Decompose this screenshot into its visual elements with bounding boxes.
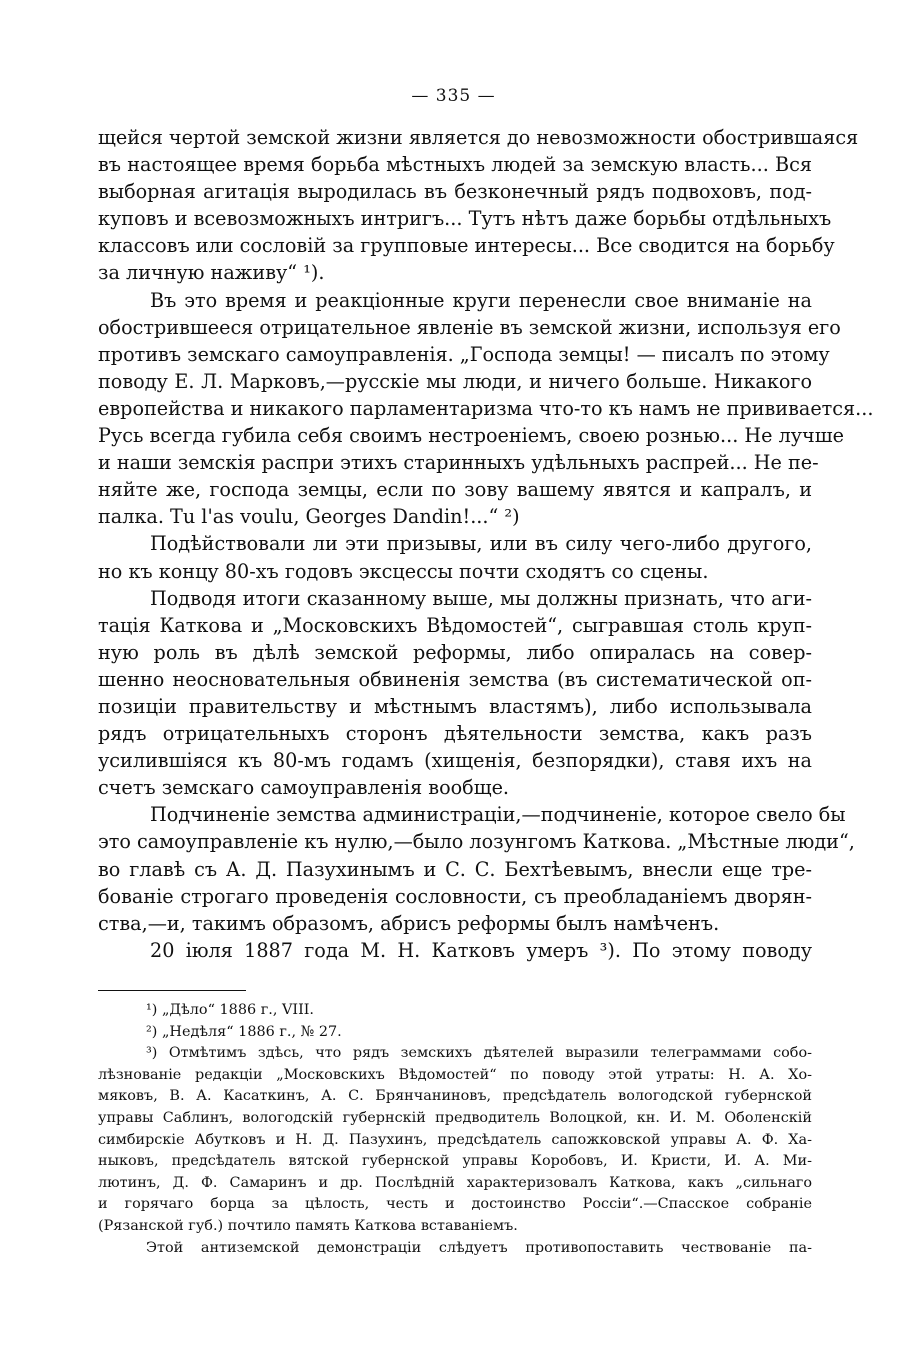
text-line: бованіе строгаго проведенія сословности, съ преобладаніемъ дворян- (98, 884, 812, 908)
text-line: обострившееся отрицательное явленіе въ земской жизни, используя его (98, 315, 841, 339)
text-line: 20 іюля 1887 года М. Н. Катковъ умеръ ³). По этому поводу (150, 938, 812, 962)
footnote-line: лѣзнованіе редакціи „Московскихъ Вѣдомостей“ по поводу этой утраты: Н. А. Хо- (98, 1066, 812, 1083)
text-line: Въ это время и реакціонные круги перенесли свое вниманіе на (150, 288, 812, 312)
footnote-line: мяковъ, В. А. Касаткинъ, А. С. Брянчаниновъ, предсѣдатель вологодской губернской (98, 1088, 812, 1105)
footnote-line: и горячаго борца за цѣлость, честь и достоинство Россіи“.—Спасское собраніе (98, 1196, 812, 1213)
text-line: выборная агитація выродилась въ безконечный рядъ подвоховъ, под- (98, 180, 812, 204)
text-line: ства,—и, такимъ образомъ, абрисъ реформы былъ намѣченъ. (98, 911, 720, 935)
text-line: усилившіяся къ 80-мъ годамъ (хищенія, безпорядки), ставя ихъ на (98, 749, 812, 773)
text-line: щейся чертой земской жизни является до невозможности обострившаяся (98, 126, 859, 149)
text-line: и наши земскія распри этихъ старинныхъ удѣльныхъ распрей... Не пе- (98, 451, 819, 475)
footnote-line: управы Саблинъ, вологодскій губернскій предводитель Волоцкой, кн. И. М. Оболенскій (98, 1109, 812, 1126)
text-line: это самоуправленіе къ нулю,—было лозунгомъ Каткова. „Мѣстные люди“, (98, 830, 855, 854)
text-line: няйте же, господа земцы, если по зову вашему явятся и капралъ, и (98, 478, 812, 502)
text-line: ную роль въ дѣлѣ земской реформы, либо опиралась на совер- (98, 640, 812, 664)
text-line: Подчиненіе земства администраціи,—подчиненіе, которое свело бы (150, 803, 846, 827)
text-line: Подводя итоги сказанному выше, мы должны признать, что аги- (150, 586, 812, 610)
page-number: — 335 — (411, 86, 496, 106)
footnote-line: Этой антиземской демонстраціи слѣдуетъ противопоставить чествованіе па- (146, 1239, 812, 1256)
footnote-line: (Рязанской губ.) почтило память Каткова вставаніемъ. (98, 1217, 518, 1234)
text-line: но къ концу 80-хъ годовъ эксцессы почти сходятъ со сцены. (98, 559, 709, 583)
text-line: классовъ или сословій за групповые интересы... Все сводится на борьбу (98, 234, 835, 258)
footnote-line: лютинъ, Д. Ф. Самаринъ и др. Послѣдній характеризовалъ Каткова, какъ „сильнаго (98, 1174, 812, 1191)
text-line: въ настоящее время борьба мѣстныхъ людей за земскую власть... Вся (98, 153, 812, 177)
main-text (98, 124, 874, 964)
text-line: Русь всегда губила себя своимъ нестроеніемъ, своею рознью... Не лучше (98, 424, 844, 448)
text-line: во главѣ съ А. Д. Пазухинымъ и С. С. Бехтѣевымъ, внесли еще тре- (98, 857, 812, 881)
footnote-line: ³) Отмѣтимъ здѣсь, что рядъ земскихъ дѣятелей выразили телеграммами собо- (146, 1045, 812, 1062)
footnote-line: ныковъ, предсѣдатель вятской губернской управы Коробовъ, И. Кристи, И. А. Ми- (98, 1153, 812, 1170)
text-line: шенно неосновательныя обвиненія земства (въ систематической оп- (98, 667, 812, 691)
text-line: позиціи правительству и мѣстнымъ властямъ), либо использывала (98, 694, 812, 718)
footnote-line: ²) „Недѣля“ 1886 г., № 27. (146, 1023, 342, 1040)
text-line: поводу Е. Л. Марковъ,—русскіе мы люди, и ничего больше. Никакого (98, 369, 812, 393)
text-line: рядъ отрицательныхъ сторонъ дѣятельности земства, какъ разъ (98, 722, 812, 746)
text-line: Подѣйствовали ли эти призывы, или въ силу чего-либо другого, (150, 532, 812, 556)
text-line: куповъ и всевозможныхъ интригъ... Тутъ нѣтъ даже борьбы отдѣльныхъ (98, 207, 832, 231)
text-line: палка. Tu l'as voulu, Georges Dandin!...“ ²) (98, 505, 520, 529)
text-line: счетъ земскаго самоуправленія вообще. (98, 776, 510, 800)
footnote-line: ¹) „Дѣло“ 1886 г., VIII. (146, 1002, 315, 1018)
text-line: противъ земскаго самоуправленія. „Господа земцы! — писалъ по этому (98, 342, 830, 366)
text-line: за личную наживу“ ¹). (98, 261, 325, 285)
footnote-line: симбирскіе Абутковъ и Н. Д. Пазухинъ, предсѣдатель сапожковской управы А. Ф. Ха- (98, 1131, 812, 1148)
footnote-separator (98, 990, 246, 991)
footnotes (98, 1000, 812, 1259)
text-line: тація Каткова и „Московскихъ Вѣдомостей“, сыгравшая столь круп- (98, 613, 812, 637)
text-line: европейства и никакого парламентаризма что-то къ намъ не прививается... (98, 396, 874, 420)
